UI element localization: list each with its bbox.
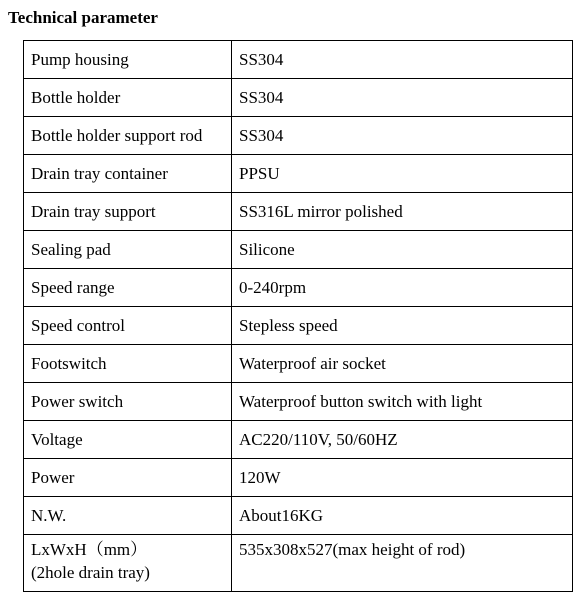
parameter-name: Speed range bbox=[24, 269, 232, 307]
parameter-value: 120W bbox=[232, 459, 573, 497]
parameter-value: SS304 bbox=[232, 79, 573, 117]
parameter-value: Waterproof button switch with light bbox=[232, 383, 573, 421]
parameter-name: N.W. bbox=[24, 497, 232, 535]
table-row bbox=[24, 41, 573, 79]
table-row bbox=[24, 269, 573, 307]
page-title: Technical parameter bbox=[8, 8, 158, 27]
parameter-name: Bottle holder bbox=[24, 79, 232, 117]
parameter-name: Power bbox=[24, 459, 232, 497]
parameter-name-line: LxWxH（mm） bbox=[31, 540, 148, 559]
parameter-name-line: (2hole drain tray) bbox=[31, 563, 150, 582]
table-row bbox=[24, 79, 573, 117]
table-row bbox=[24, 497, 573, 535]
table-row bbox=[24, 155, 573, 193]
parameter-value: SS316L mirror polished bbox=[232, 193, 573, 231]
parameter-name: Speed control bbox=[24, 307, 232, 345]
parameter-value: Silicone bbox=[232, 231, 573, 269]
parameter-name: Drain tray container bbox=[24, 155, 232, 193]
parameter-value: Stepless speed bbox=[232, 307, 573, 345]
parameter-value: AC220/110V, 50/60HZ bbox=[232, 421, 573, 459]
table-row bbox=[24, 535, 573, 592]
parameter-name: Bottle holder support rod bbox=[24, 117, 232, 155]
table-row bbox=[24, 307, 573, 345]
parameter-value: 0-240rpm bbox=[232, 269, 573, 307]
parameter-value: 535x308x527(max height of rod) bbox=[232, 535, 573, 592]
technical-parameter-table bbox=[23, 40, 573, 592]
table-row bbox=[24, 117, 573, 155]
parameter-name: Power switch bbox=[24, 383, 232, 421]
table-row bbox=[24, 231, 573, 269]
parameter-name: Pump housing bbox=[24, 41, 232, 79]
table-row bbox=[24, 383, 573, 421]
parameter-name: Footswitch bbox=[24, 345, 232, 383]
table-row bbox=[24, 421, 573, 459]
parameter-name: Voltage bbox=[24, 421, 232, 459]
parameter-value: PPSU bbox=[232, 155, 573, 193]
parameter-value: SS304 bbox=[232, 41, 573, 79]
parameter-name: Sealing pad bbox=[24, 231, 232, 269]
parameter-value: Waterproof air socket bbox=[232, 345, 573, 383]
table-row bbox=[24, 459, 573, 497]
parameter-name: Drain tray support bbox=[24, 193, 232, 231]
parameter-value: SS304 bbox=[232, 117, 573, 155]
table-row bbox=[24, 345, 573, 383]
table-row bbox=[24, 193, 573, 231]
parameter-name bbox=[24, 535, 232, 592]
parameter-value: About16KG bbox=[232, 497, 573, 535]
